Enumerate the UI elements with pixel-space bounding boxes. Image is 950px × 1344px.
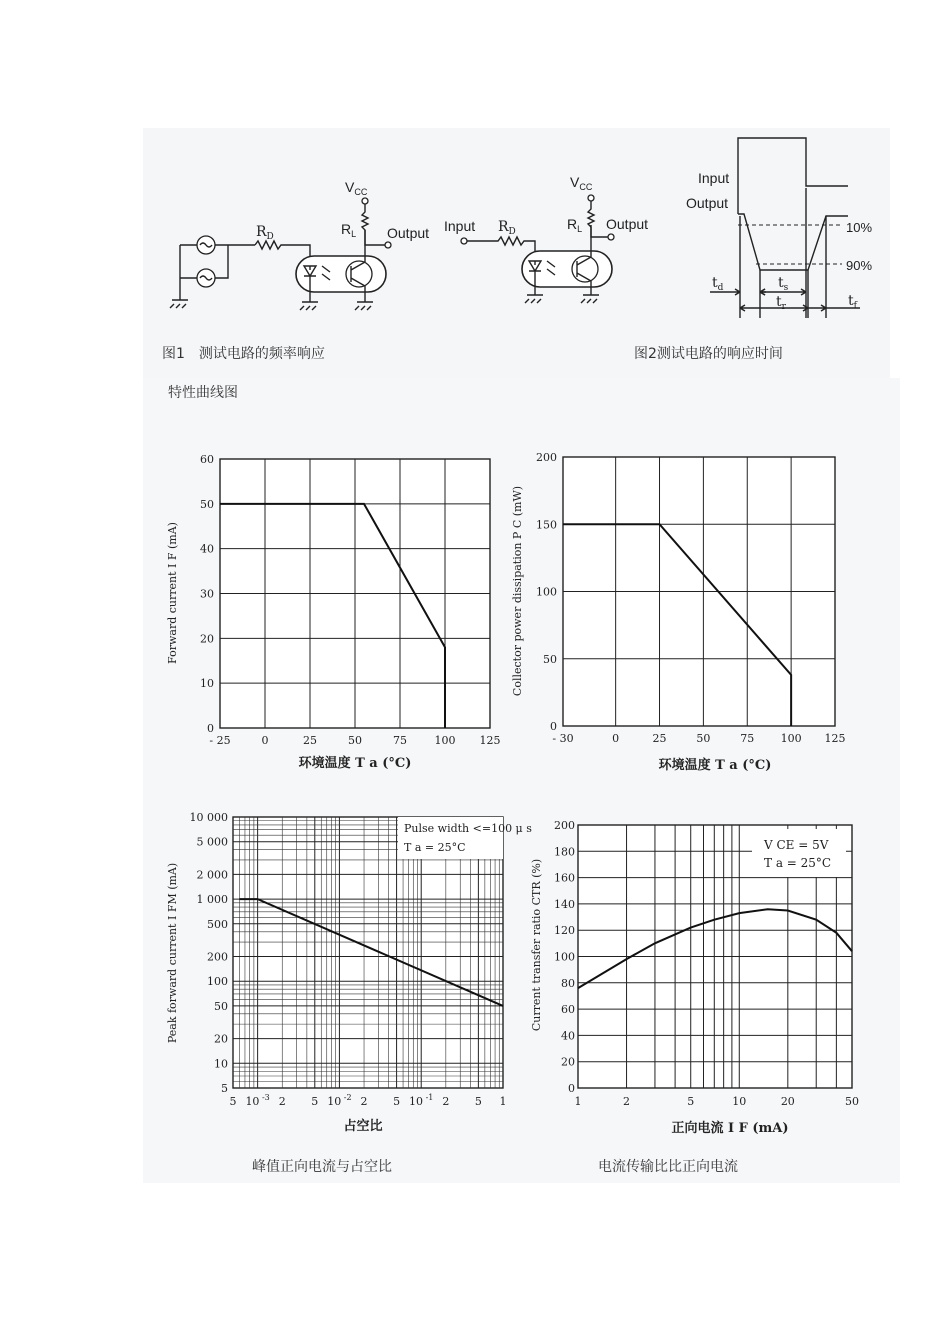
x-tick-label: 1	[574, 1095, 582, 1108]
y-tick-label: 120	[554, 924, 575, 938]
rd-label: $R_D$	[256, 224, 274, 242]
y-tick-label: 500	[207, 917, 228, 931]
y-tick-label: 200	[536, 451, 557, 464]
x-tick-label: 5	[474, 1095, 482, 1108]
y-tick-label: 100	[207, 975, 228, 989]
x-tick-label: 100	[780, 732, 802, 745]
y-tick-label: 2 000	[196, 868, 228, 882]
annotation-line: Pulse width <=100 μ s	[404, 822, 532, 835]
y-tick-label: 100	[554, 950, 575, 964]
y-tick-label: 20	[214, 1032, 228, 1046]
chart3-caption: 峰值正向电流与占空比	[252, 1159, 392, 1175]
y-tick-label: 50	[200, 497, 214, 511]
x-tick-label: 25	[652, 732, 667, 745]
annotation-line: T a = 25°C	[764, 856, 832, 870]
x-tick-label: 0	[261, 734, 269, 747]
x-tick-label: 5	[393, 1095, 401, 1108]
input-label: Input	[444, 218, 476, 234]
peak-current-vs-duty-chart	[158, 805, 532, 1140]
chart4-caption: 电流传输比比正向电流	[598, 1159, 738, 1175]
y-tick-label: 0	[550, 720, 557, 733]
rl-label-2: $R_L$	[567, 216, 583, 234]
y-axis-label: Forward current I F (mA)	[166, 522, 179, 664]
x-tick-label: 10	[732, 1095, 747, 1108]
x-tick-label: 50	[696, 732, 711, 745]
rl-label: $R_L$	[341, 221, 357, 239]
p10-label: 10%	[846, 220, 873, 235]
fig2-caption: 图2测试电路的响应时间	[634, 346, 783, 362]
y-tick-label: 60	[200, 453, 214, 466]
output-label-2: Output	[606, 216, 649, 232]
x-tick-label: 25	[303, 734, 317, 747]
x-tick-label: - 25	[209, 734, 231, 747]
timing-output-label: Output	[686, 195, 729, 211]
x-tick-label: 100	[434, 734, 456, 747]
y-tick-label: 10	[214, 1057, 228, 1071]
tr-label: $t_r$	[776, 294, 786, 312]
x-tick-label: 125	[479, 734, 501, 747]
section-title: 特性曲线图	[168, 385, 238, 401]
y-axis-label: Collector power dissipation P C (mW)	[511, 485, 524, 697]
x-tick-label: 75	[740, 732, 755, 745]
p90-label: 90%	[846, 258, 873, 273]
x-tick-label: 75	[393, 734, 407, 747]
x-tick-label: 50	[845, 1095, 859, 1108]
annotation-line: V CE = 5V	[764, 838, 829, 852]
ts-label: $t_s$	[778, 275, 789, 293]
y-tick-label: 1 000	[196, 893, 228, 907]
x-tick-label: 10 $^{-1}$	[409, 1093, 434, 1108]
x-tick-label: 125	[824, 732, 846, 745]
y-axis-label: Peak forward current I FM (mA)	[166, 862, 179, 1044]
y-tick-label: 50	[214, 999, 228, 1013]
y-tick-label: 40	[200, 542, 214, 556]
vcc-label: $V_{CC}$	[345, 179, 368, 197]
x-axis-label: 正向电流 I F (mA)	[671, 1121, 789, 1136]
y-tick-label: 60	[561, 1003, 575, 1017]
y-tick-label: 40	[561, 1029, 575, 1043]
x-tick-label: 2	[442, 1095, 450, 1108]
y-axis-label: Current transfer ratio CTR (%)	[530, 858, 543, 1032]
y-tick-label: 20	[561, 1055, 575, 1069]
rd-label-2: $R_D$	[498, 219, 516, 237]
x-tick-label: 10 $^{-2}$	[327, 1093, 352, 1108]
x-tick-label: 1	[499, 1095, 507, 1108]
y-tick-label: 140	[554, 897, 575, 911]
y-tick-label: 20	[200, 632, 214, 646]
ctr-vs-forward-current-chart	[520, 805, 870, 1140]
y-tick-label: 180	[554, 845, 575, 859]
x-tick-label: 20	[780, 1095, 795, 1108]
y-tick-label: 80	[561, 976, 575, 990]
x-tick-label: 2	[623, 1095, 631, 1108]
vcc-label-2: $V_{CC}$	[570, 174, 593, 192]
y-tick-label: 200	[554, 819, 575, 832]
x-tick-label: 5	[229, 1095, 237, 1108]
forward-current-vs-temperature-chart	[160, 445, 505, 780]
x-axis-label: 环境温度 T a (°C)	[298, 756, 412, 771]
y-tick-label: 150	[536, 518, 557, 532]
x-tick-label: 5	[311, 1095, 319, 1108]
tf-label: $t_f$	[848, 293, 857, 311]
y-tick-label: 160	[554, 871, 575, 885]
x-tick-label: 0	[612, 732, 620, 745]
signal-source-icon	[197, 236, 215, 287]
x-axis-label: 环境温度 T a (°C)	[658, 758, 772, 773]
y-tick-label: 100	[536, 585, 557, 599]
x-tick-label: 2	[360, 1095, 368, 1108]
x-tick-label: - 30	[552, 732, 574, 745]
x-tick-label: 10 $^{-3}$	[245, 1093, 270, 1108]
x-axis-label: 占空比	[343, 1119, 383, 1134]
annotation-line: T a = 25°C	[404, 841, 466, 854]
y-tick-label: 5	[221, 1082, 228, 1095]
fig1-caption: 图1 测试电路的频率响应	[162, 346, 325, 362]
y-tick-label: 200	[207, 950, 228, 964]
y-tick-label: 50	[543, 652, 557, 666]
timing-input-label: Input	[698, 170, 730, 186]
td-label: $t_d$	[712, 275, 724, 293]
x-tick-label: 2	[278, 1095, 286, 1108]
output-label: Output	[387, 225, 430, 241]
circuit2-diagram	[440, 165, 670, 315]
x-tick-label: 5	[687, 1095, 695, 1108]
y-tick-label: 0	[207, 722, 214, 735]
y-tick-label: 10 000	[189, 811, 228, 824]
y-tick-label: 10	[200, 677, 214, 691]
y-tick-label: 30	[200, 587, 214, 601]
timing-diagram	[680, 132, 890, 322]
x-tick-label: 50	[348, 734, 362, 747]
circuit1-diagram	[160, 170, 440, 320]
collector-power-vs-temperature-chart	[505, 445, 855, 780]
y-tick-label: 0	[568, 1082, 575, 1095]
y-tick-label: 5 000	[196, 835, 228, 849]
